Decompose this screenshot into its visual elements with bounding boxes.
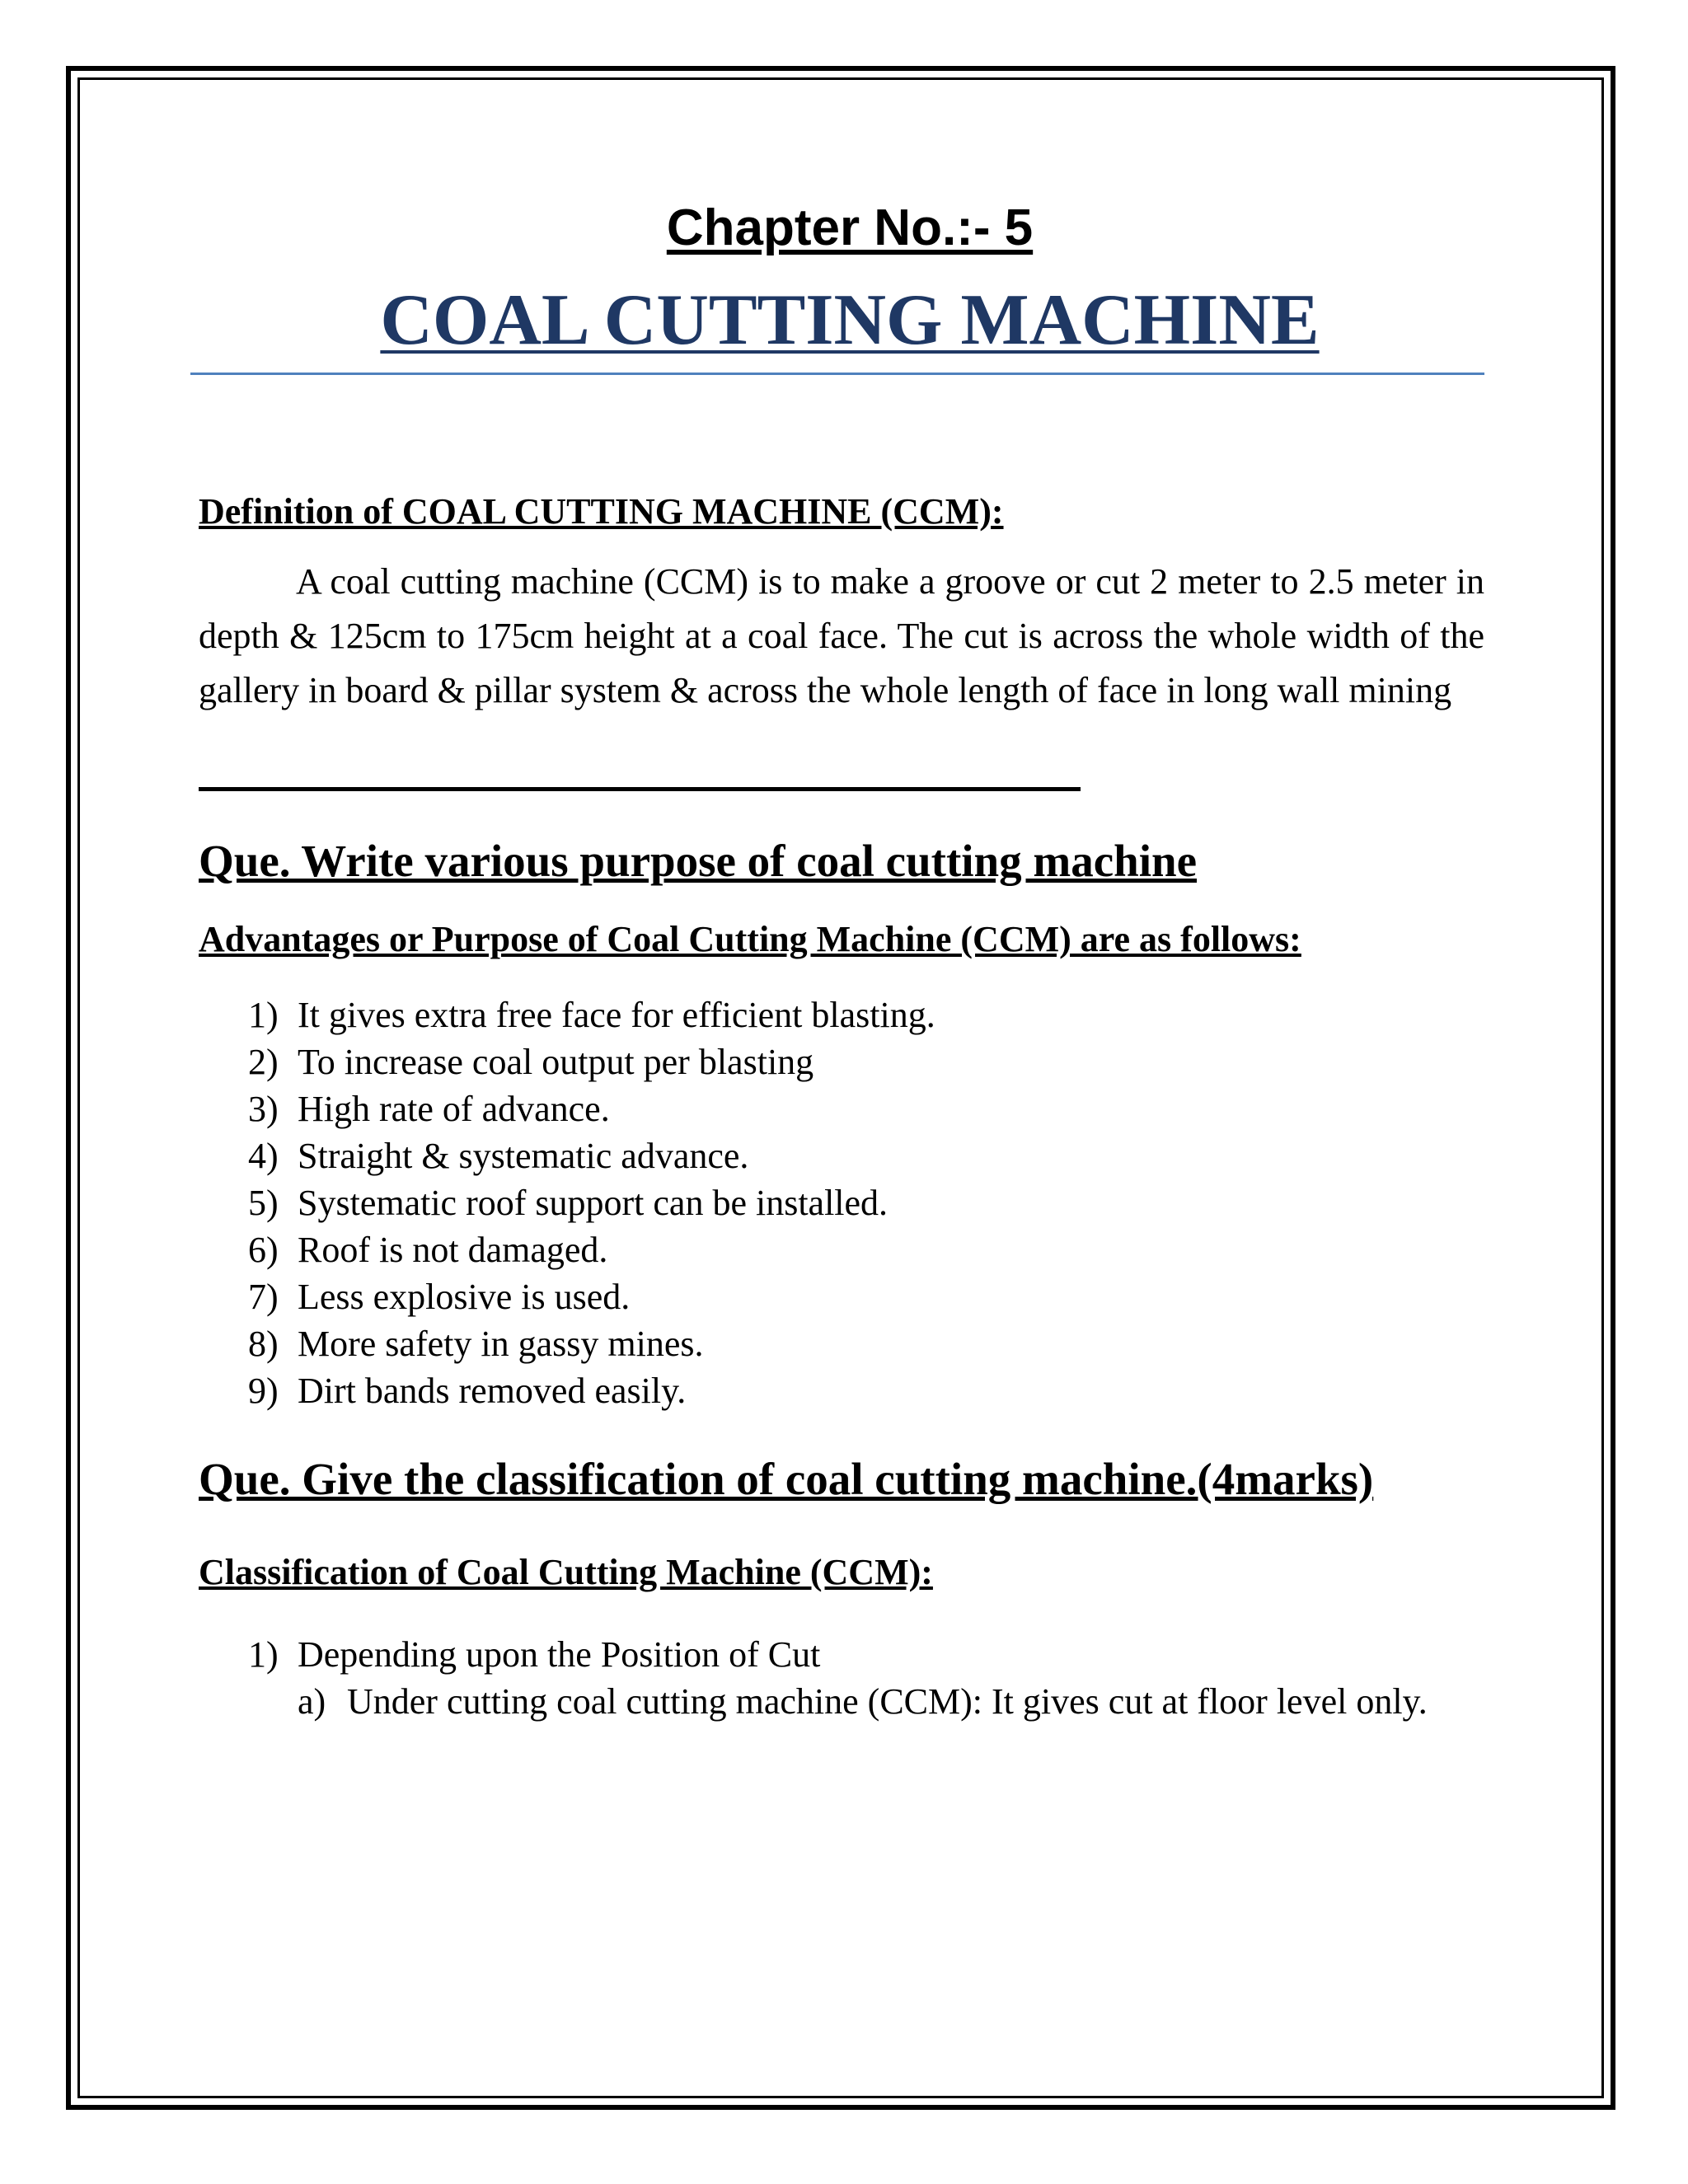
list-item: 1) It gives extra free face for efficient blasting. [248,995,935,1036]
question-2: Que. Give the classification of coal cutting machine.(4marks) [199,1454,1374,1505]
classification-list [248,1631,1484,1678]
question-1: Que. Write various purpose of coal cutting machine [199,836,1197,887]
list-item: 3) High rate of advance. [248,1089,610,1130]
definition-heading: Definition of COAL CUTTING MACHINE (CCM): [199,490,1004,532]
classification-sublist [298,1678,1484,1725]
list-item: 6) Roof is not damaged. [248,1230,608,1271]
title-divider [190,373,1484,375]
list-item: 1) Depending upon the Position of Cut [248,1633,821,1675]
list-item: 2) To increase coal output per blasting [248,1042,814,1083]
list-item: 7) Less explosive is used. [248,1277,631,1318]
advantages-list [248,991,1484,1414]
list-item: 4) Straight & systematic advance. [248,1136,749,1177]
document-body [199,198,1484,1725]
sub-list-item: a) Under cutting coal cutting machine (CCM): It gives cut at floor level only. [298,1680,1428,1722]
section-divider [199,787,1081,791]
list-item: 5) Systematic roof support can be installed. [248,1183,889,1224]
advantages-heading: Advantages or Purpose of Coal Cutting Machine (CCM) are as follows: [199,919,1301,960]
list-item: 8) More safety in gassy mines. [248,1324,704,1365]
list-item: 9) Dirt bands removed easily. [248,1371,687,1412]
classification-heading: Classification of Coal Cutting Machine (CCM): [199,1552,933,1593]
definition-text: A coal cutting machine (CCM) is to make a groove or cut 2 meter to 2.5 meter in depth & 125cm to 175cm height at a coal face. The cut is across the whole width of the gallery in board & pillar system & across the whole length of face in long wall mining [199,561,1484,711]
chapter-number: Chapter No.:- 5 [666,199,1034,256]
page-title: COAL CUTTING MACHINE [380,280,1320,361]
